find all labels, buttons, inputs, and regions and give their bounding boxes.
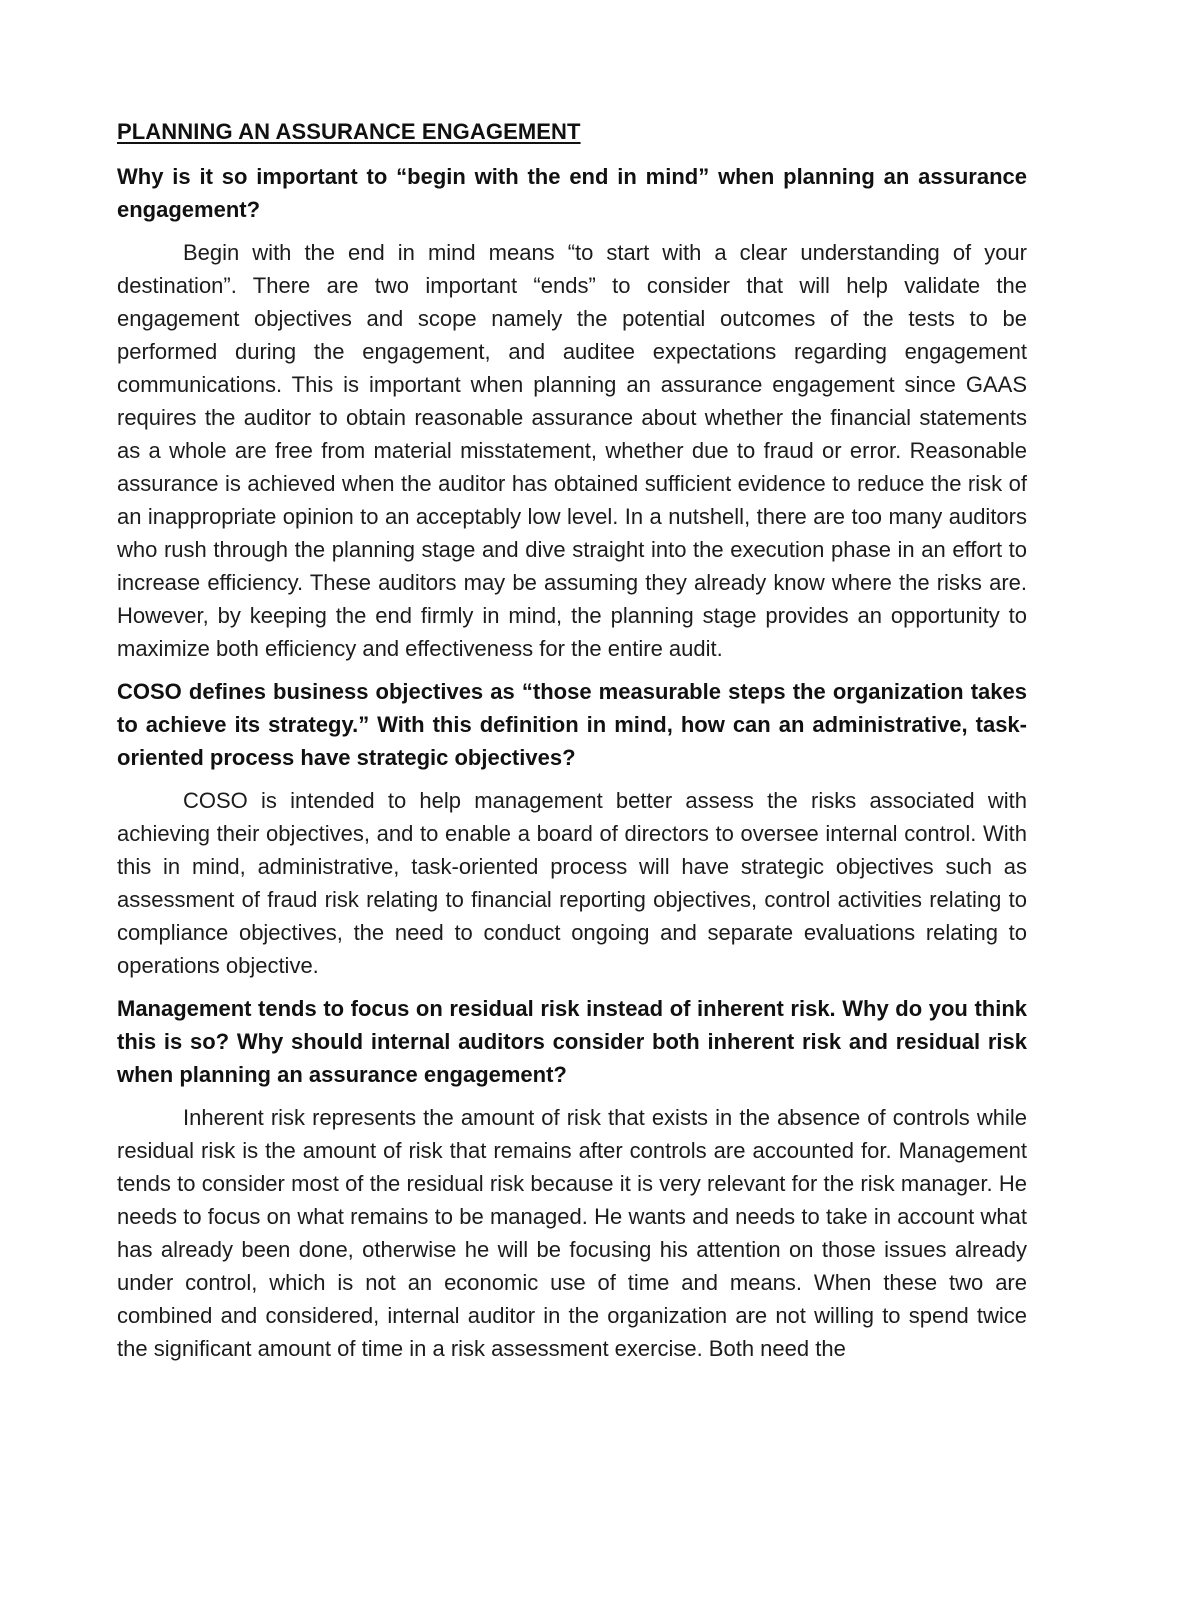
- document-body: [117, 118, 1027, 1365]
- question-coso-business-objectives: COSO defines business objectives as “those measurable steps the organization takes to achieve its strategy.” With this definition in mind, how can an administrative, task-oriented process have strategic objectives?: [117, 679, 1027, 770]
- answer-coso-business-objectives: COSO is intended to help management better assess the risks associated with achieving their objectives, and to enable a board of directors to oversee internal control. With this in mind, administrative, task-oriented process will have strategic objectives such as assessment of fraud risk relating to financial reporting objectives, control activities relating to compliance objectives, the need to conduct ongoing and separate evaluations relating to operations objective.: [117, 788, 1027, 978]
- document-title: PLANNING AN ASSURANCE ENGAGEMENT: [117, 119, 581, 144]
- question-begin-with-end-in-mind: Why is it so important to “begin with the end in mind” when planning an assurance engagement?: [117, 164, 1027, 222]
- answer-begin-with-end-in-mind: Begin with the end in mind means “to start with a clear understanding of your destination”. There are two important “ends” to consider that will help validate the engagement objectives and scope namely the potential outcomes of the tests to be performed during the engagement, and auditee expectations regarding engagement communications. This is important when planning an assurance engagement since GAAS requires the auditor to obtain reasonable assurance about whether the financial statements as a whole are free from material misstatement, whether due to fraud or error. Reasonable assurance is achieved when the auditor has obtained sufficient evidence to reduce the risk of an inappropriate opinion to an acceptably low level. In a nutshell, there are too many auditors who rush through the planning stage and dive straight into the execution phase in an effort to increase efficiency. These auditors may be assuming they already know where the risks are. However, by keeping the end firmly in mind, the planning stage provides an opportunity to maximize both efficiency and effectiveness for the entire audit.: [117, 240, 1027, 661]
- answer-inherent-residual-risk: Inherent risk represents the amount of risk that exists in the absence of controls while residual risk is the amount of risk that remains after controls are accounted for. Management tends to consider most of the residual risk because it is very relevant for the risk manager. He needs to focus on what remains to be managed. He wants and needs to take in account what has already been done, otherwise he will be focusing his attention on those issues already under control, which is not an economic use of time and means. When these two are combined and considered, internal auditor in the organization are not willing to spend twice the significant amount of time in a risk assessment exercise. Both need the: [117, 1105, 1027, 1361]
- question-inherent-residual-risk: Management tends to focus on residual risk instead of inherent risk. Why do you think this is so? Why should internal auditors consider both inherent risk and residual risk when planning an assurance engagement?: [117, 996, 1027, 1087]
